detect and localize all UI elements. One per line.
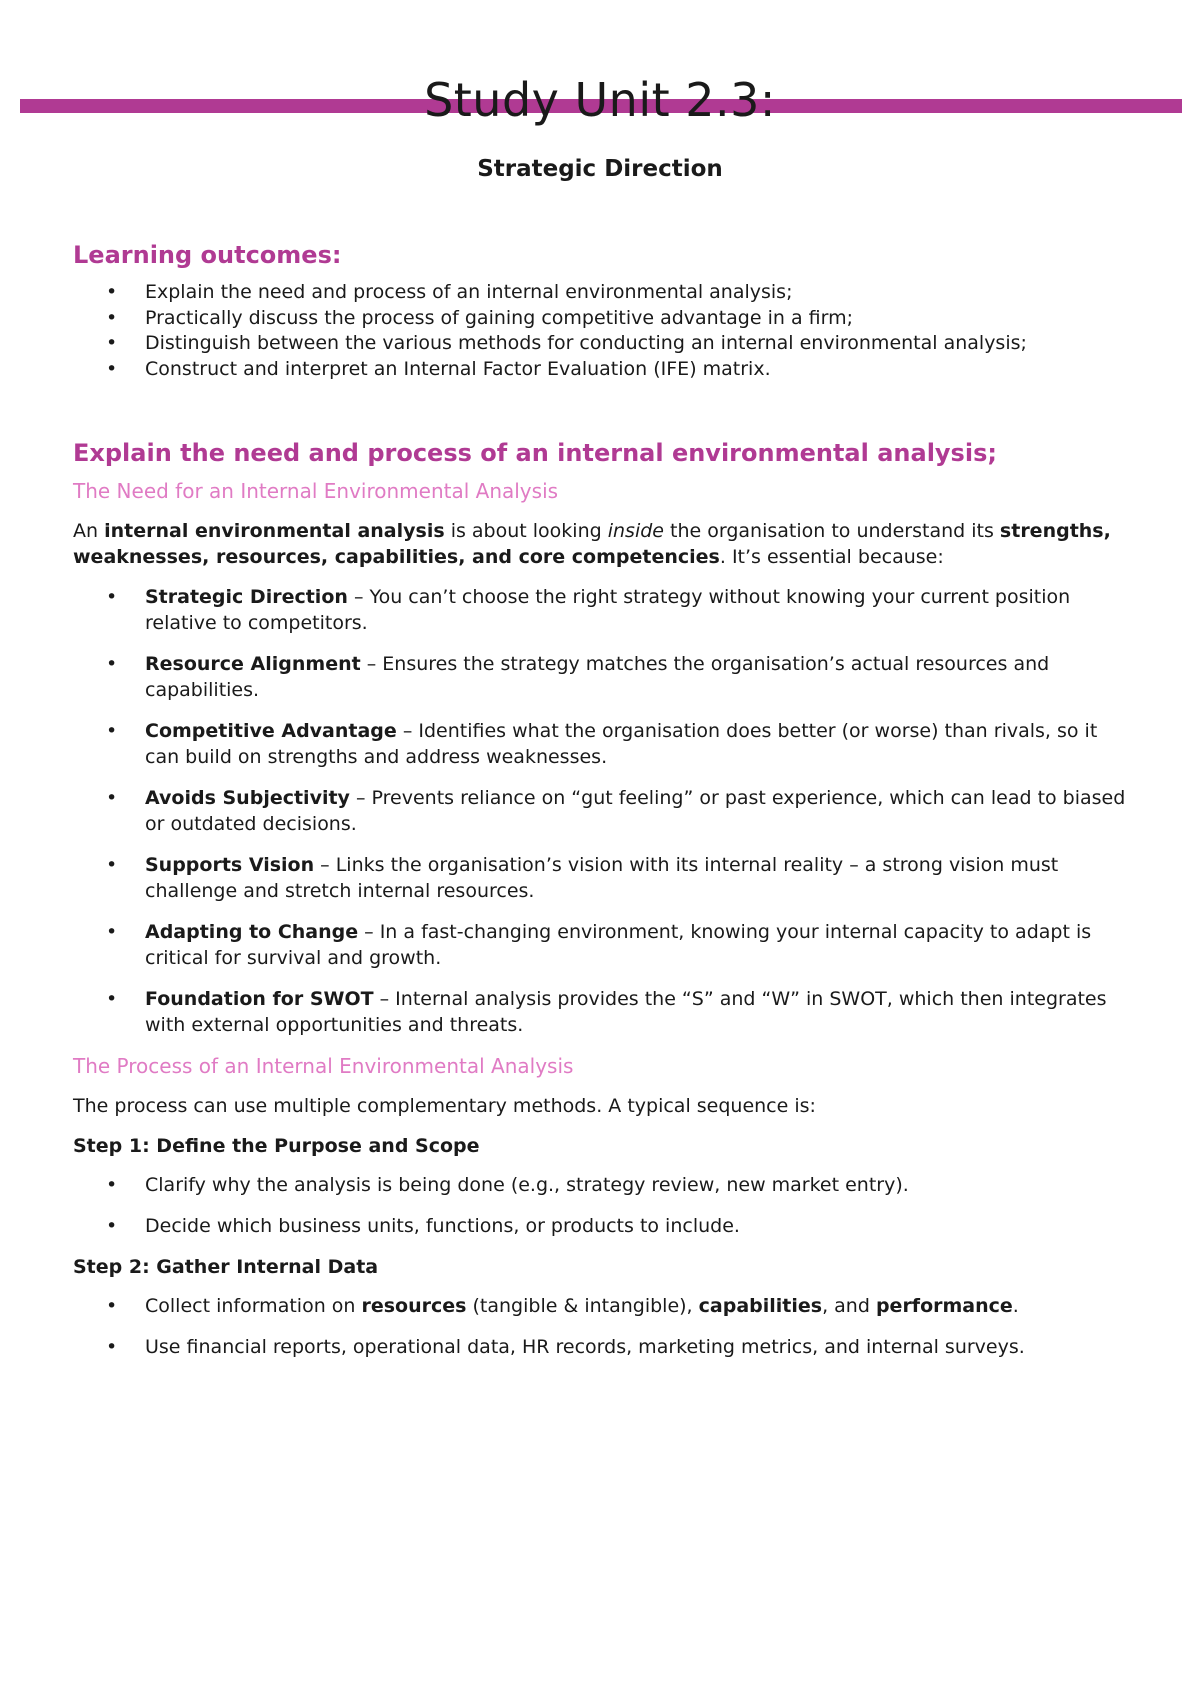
learning-outcomes-list — [73, 280, 1133, 382]
document-body — [73, 240, 1133, 1375]
bullet-icon: • — [106, 921, 118, 943]
bullet-icon: • — [106, 720, 118, 742]
learning-outcomes-heading: Learning outcomes: — [73, 241, 342, 269]
need-intro-paragraph: An internal environmental analysis is about looking inside the organisation to understand its strengths, weaknesses, resources, capabilities, and core competencies. It’s essential because: — [73, 520, 1111, 568]
list-item: • Use financial reports, operational data, HR records, marketing metrics, and internal surveys. — [106, 1336, 1025, 1358]
section-heading: Explain the need and process of an internal environmental analysis; — [73, 439, 997, 467]
bullet-icon: • — [106, 653, 118, 675]
bullet-icon: • — [106, 306, 118, 329]
list-item: • Distinguish between the various methods for conducting an internal environmental analysis; — [73, 331, 1133, 357]
list-item: • Practically discuss the process of gaining competitive advantage in a firm; — [73, 306, 1133, 332]
page-subtitle: Strategic Direction — [477, 156, 723, 182]
bullet-icon: • — [106, 854, 118, 876]
step-2-list — [73, 1293, 1133, 1360]
list-item: • Adapting to Change – In a fast-changing environment, knowing your internal capacity to adapt is critical for survival and growth. — [106, 921, 1092, 969]
bullet-icon: • — [106, 332, 118, 354]
bullet-icon: • — [106, 988, 118, 1010]
list-item: • Avoids Subjectivity – Prevents reliance on “gut feeling” or past experience, which can lead to biased or outdated decisions. — [106, 787, 1126, 835]
list-item: • Resource Alignment – Ensures the strategy matches the organisation’s actual resources and capabilities. — [106, 653, 1050, 701]
step-1-list — [73, 1172, 1133, 1239]
bullet-icon: • — [106, 787, 118, 809]
list-item: • Decide which business units, functions, or products to include. — [106, 1215, 740, 1237]
bullet-icon: • — [106, 1336, 118, 1358]
list-item: • Strategic Direction – You can’t choose the right strategy without knowing your current position relative to competitors. — [106, 586, 1071, 634]
list-item: • Explain the need and process of an internal environmental analysis; — [73, 280, 1133, 306]
process-subheading: The Process of an Internal Environmental Analysis — [73, 1054, 574, 1078]
page-title: Study Unit 2.3: — [424, 73, 776, 127]
need-points-list — [73, 584, 1133, 1038]
need-subheading: The Need for an Internal Environmental Analysis — [73, 479, 559, 503]
bullet-icon: • — [106, 1174, 118, 1196]
bullet-icon: • — [106, 281, 118, 303]
list-item: • Construct and interpret an Internal Factor Evaluation (IFE) matrix. — [73, 357, 1133, 383]
bullet-icon: • — [106, 1215, 118, 1237]
process-intro-paragraph: The process can use multiple complementary methods. A typical sequence is: — [73, 1095, 816, 1117]
bullet-icon: • — [106, 357, 118, 380]
list-item: • Collect information on resources (tangible & intangible), capabilities, and performance. — [106, 1295, 1019, 1317]
list-item: • Competitive Advantage – Identifies what the organisation does better (or worse) than rivals, so it can build on strengths and address weaknesses. — [106, 720, 1098, 768]
list-item: • Foundation for SWOT – Internal analysis provides the “S” and “W” in SWOT, which then integrates with external opportunities and threats. — [106, 988, 1107, 1036]
bullet-icon: • — [106, 586, 118, 608]
step-2-title: Step 2: Gather Internal Data — [73, 1256, 379, 1278]
list-item: • Supports Vision – Links the organisation’s vision with its internal reality – a strong vision must challenge and stretch internal resources. — [106, 854, 1059, 902]
list-item: • Clarify why the analysis is being done (e.g., strategy review, new market entry). — [106, 1174, 909, 1196]
bullet-icon: • — [106, 1295, 118, 1317]
step-1-title: Step 1: Define the Purpose and Scope — [73, 1135, 480, 1157]
